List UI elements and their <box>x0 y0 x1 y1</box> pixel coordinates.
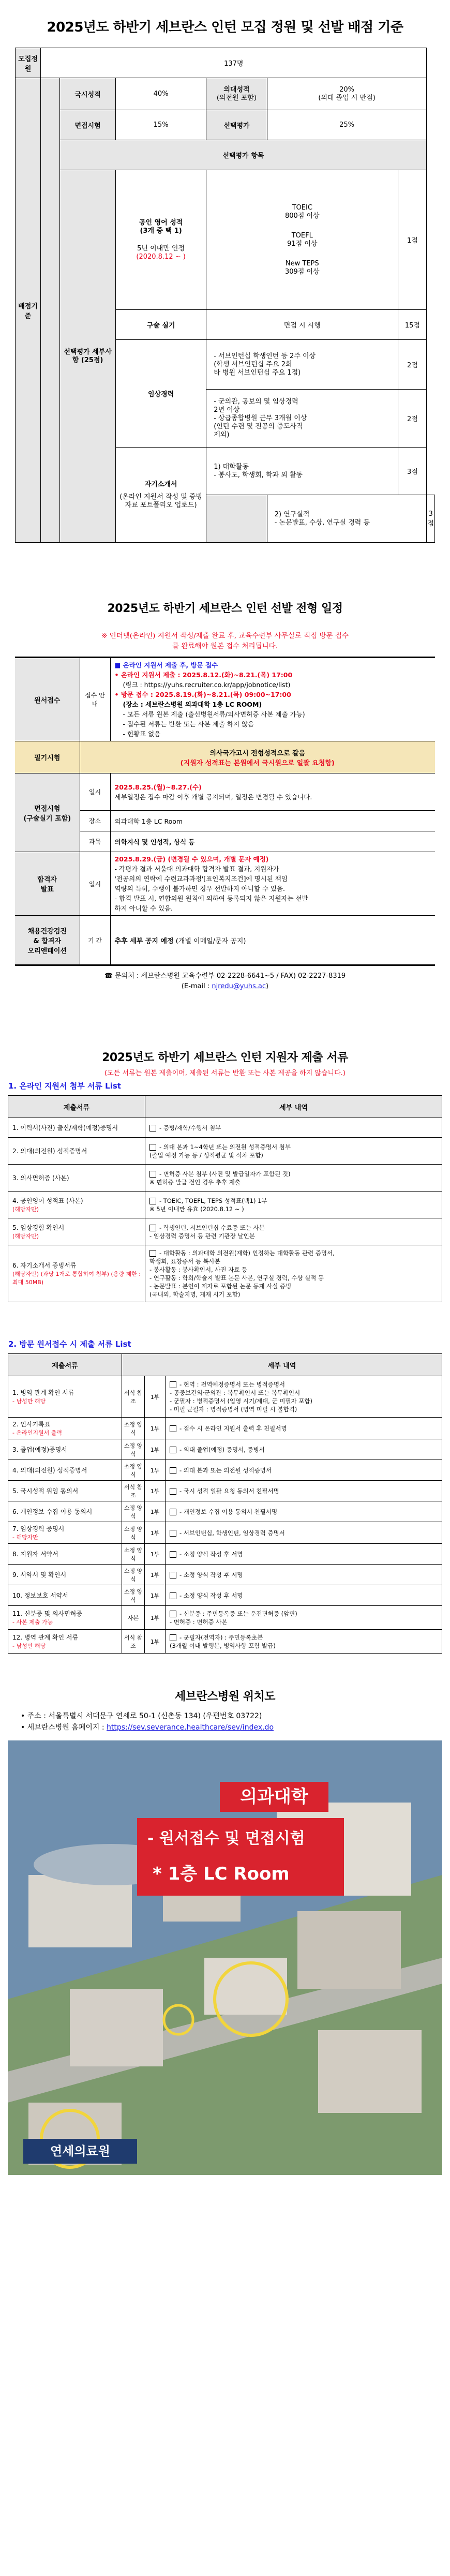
clinical-label: 임상경력 <box>116 340 206 448</box>
clinical-points-2: 2점 <box>398 390 427 448</box>
self-item-1: 1) 대학활동 - 봉사도, 학생회, 학과 외 활동 <box>206 448 398 495</box>
visit-doc-detail: - 소정 양식 작성 후 서명 <box>166 1544 442 1565</box>
checkbox-icon <box>170 1447 176 1453</box>
online-doc-detail: - 면허증 사본 첨부 (사진 및 발급일자가 포함된 것) ※ 면허증 발급 전인 경우 추후 제출 <box>145 1165 442 1192</box>
oral-label: 구술 실기 <box>116 310 206 340</box>
checkbox-icon <box>170 1592 176 1599</box>
clinical-points-1: 2점 <box>398 340 427 390</box>
visit-doc-name: 8. 지원자 서약서 <box>8 1544 122 1565</box>
table-row <box>8 1218 442 1245</box>
visit-doc-qty: 1부 <box>145 1544 166 1565</box>
self-item-2: 2) 연구실적 - 논문발표, 수상, 연구실 경력 등 <box>267 495 427 543</box>
domestic-label: 국시성적 <box>60 78 116 110</box>
interview-sched-label: 면접시험 (구술실기 포함) <box>15 773 80 852</box>
interview-value: 15% <box>116 110 206 140</box>
written-detail: 의사국가고시 전형성적으로 갈음 (지원자 성적표는 본원에서 국시원으로 일괄 요청함) <box>80 741 435 773</box>
visit-doc-name: 4. 의대(의전원) 성적증명서 <box>8 1460 122 1481</box>
online-col-detail: 세부 내역 <box>145 1096 442 1118</box>
visit-doc-type: 소정 양식 <box>122 1439 145 1460</box>
visit-doc-qty: 1부 <box>145 1522 166 1544</box>
english-tests: TOEIC 800점 이상 TOEFL 91점 이상 New TEPS 309점 이상 <box>206 170 398 310</box>
visit-doc-detail: - 소정 양식 작성 후 서명 <box>166 1565 442 1585</box>
health-label: 채용건강검진 & 합격자 오리엔테이션 <box>15 916 80 965</box>
visit-doc-type: 서식 참조 <box>122 1630 145 1654</box>
map-label-box: - 원서접수 및 면접시험 * 1층 LC Room <box>137 1818 344 1896</box>
checkbox-icon <box>149 1144 156 1151</box>
online-col-docs: 제출서류 <box>8 1096 145 1118</box>
visit-doc-name: 7. 임상경력 증명서 - 해당자만 <box>8 1522 122 1544</box>
docs-notice: (모든 서류는 원본 제출이며, 제출된 서류는 반환 또는 사본 제공을 하지 않습니다.) <box>104 1069 346 1077</box>
table-row <box>8 1460 442 1481</box>
self-points-2: 3점 <box>427 495 435 543</box>
visit-doc-name: 11. 신분증 및 의사면허증 - 사본 제출 가능 <box>8 1606 122 1630</box>
visit-doc-qty: 1부 <box>145 1418 166 1439</box>
table-row <box>8 1245 442 1302</box>
table-row <box>8 1481 442 1501</box>
visit-doc-name: 3. 졸업(예정)증명서 <box>8 1439 122 1460</box>
self-label: 자기소개서 (온라인 지원서 작성 및 증빙자료 포트폴리오 업로드) <box>116 448 206 543</box>
table-row <box>8 1544 442 1565</box>
visit-col-detail: 세부 내역 <box>122 1354 442 1376</box>
health-detail: 추후 세부 공지 예정 (개별 이메일/문자 공지) <box>110 916 435 965</box>
apply-sub: 접수 안내 <box>80 658 110 741</box>
visit-doc-detail: - 현역 : 전역예정증명서 또는 병적증명서 - 공중보건의·군의관 : 복무확인서 또는 복무확인서 - 군필자 : 병적증명서 (입영 시기/제대, 군 미필자 포함) - 미필 군필자 : 병적증명서 (병역 미필 시 불합격) <box>166 1376 442 1418</box>
visit-doc-type: 소정 양식 <box>122 1522 145 1544</box>
table-row <box>8 1630 442 1654</box>
schedule-notice: ※ 인터넷(온라인) 지원서 작성/제출 완료 후, 교육수련부 사무실로 직접 방문 접수 를 완료해야 원본 접수 처리됩니다. <box>101 632 349 650</box>
contact-info: ☎ 문의처 : 세브란스병원 교육수련부 02-2228-6641~5 / FAX) 02-2227-8319 (E-mail : njredu@yuhs.ac) <box>104 972 346 990</box>
online-doc-detail: - 학생인턴, 서브인턴십 수료증 또는 사본 - 임상경력 증명서 등 관련 기관장 날인본 <box>145 1218 442 1245</box>
visit-doc-detail: - 개인정보 수집 이용 동의서 친필서명 <box>166 1501 442 1522</box>
visit-doc-name: 5. 국시성적 위임 동의서 <box>8 1481 122 1501</box>
apply-detail: ■ 온라인 지원서 제출 후, 방문 접수 • 온라인 지원서 제출 : 2025.8.12.(화)~8.21.(목) 17:00 (링크 : https://yuhs.recruiter.co.kr/app/jobnotice/list) • 방문 접수 : 2025.8.19.(화)~8.21.(목) 09:00~17:00 (장소 : 세브란스병원 의과대학 1층 LC ROOM) - 모든 서류 원본 제출 (출신병원서류/의사면허증 사본 제출 가능) - 접수된 서류는 반환 또는 사본 제출 하지 않음 - 현황표 없음 <box>110 658 435 741</box>
visit-doc-name: 2. 인사기록표 - 온라인지원서 출력 <box>8 1418 122 1439</box>
visit-doc-detail: - 군필자(전역자) : 주민등록초본 (3개월 이내 발행본, 병역사항 포함 발급) <box>166 1630 442 1654</box>
visit-doc-name: 9. 서약서 및 확인서 <box>8 1565 122 1585</box>
medschool-value: 20% (의대 졸업 시 만점) <box>267 78 427 110</box>
interview-label: 면접시험 <box>60 110 116 140</box>
visit-doc-type: 소정 양식 <box>122 1565 145 1585</box>
english-label: 공인 영어 성적 (3개 중 택 1) 5년 이내만 인정 (2020.8.12 ~ ) <box>116 170 206 310</box>
section1-title: 2025년도 하반기 세브란스 인턴 모집 정원 및 선발 배점 기준 <box>47 20 403 35</box>
checkbox-icon <box>170 1634 176 1641</box>
visit-doc-detail: - 서브인턴십, 학생인턴, 임상경력 증명서 <box>166 1522 442 1544</box>
visit-doc-type: 소정 양식 <box>122 1544 145 1565</box>
checkbox-icon <box>170 1551 176 1558</box>
visit-doc-type: 서식 참조 <box>122 1376 145 1418</box>
visit-doc-qty: 1부 <box>145 1585 166 1606</box>
visit-doc-name: 10. 정보보호 서약서 <box>8 1585 122 1606</box>
schedule-table <box>15 657 435 966</box>
checkbox-icon <box>149 1250 156 1257</box>
online-doc-name: 1. 이력서(사진) 출신/재학(예정)증명서 <box>8 1118 145 1138</box>
visit-doc-detail: - 의대 본과 또는 의전원 성적증명서 <box>166 1460 442 1481</box>
online-doc-name: 3. 의사면허증 (사본) <box>8 1165 145 1192</box>
interview-date-label: 일시 <box>80 773 110 811</box>
visit-docs-table <box>8 1353 442 1654</box>
visit-doc-detail: - 의대 졸업(예정) 증명서, 증빙서 <box>166 1439 442 1460</box>
campus-map <box>8 1740 442 2175</box>
checkbox-icon <box>170 1509 176 1515</box>
visit-doc-name: 12. 병역 관계 확인 서류 - 남성만 해당 <box>8 1630 122 1654</box>
checkbox-icon <box>170 1611 176 1617</box>
online-doc-detail: - TOEIC, TOEFL, TEPS 성적표(택1) 1부 ※ 5년 이내만 유효 (2020.8.12 ~ ) <box>145 1192 442 1218</box>
table-row <box>8 1418 442 1439</box>
visit-doc-type: 서식 참조 <box>122 1481 145 1501</box>
map-label-college: 의과대학 <box>220 1782 328 1812</box>
visit-doc-type: 소정 양식 <box>122 1585 145 1606</box>
visit-doc-qty: 1부 <box>145 1630 166 1654</box>
clinical-detail-2: - 군의관, 공보의 및 임상경력 2년 이상 - 상급종합병원 근무 3개월 이상 (인턴 수련 및 전공의 중도사직 제외) <box>206 390 398 448</box>
criteria-label: 배점기준 <box>16 78 41 543</box>
visit-col-docs: 제출서류 <box>8 1354 122 1376</box>
online-doc-detail: - 대학활동 : 의과대학 의전원(재학) 인정하는 대학활동 관련 증명서, 학생회, 표창증서 등 복사본 - 봉사활동 : 봉사확인서, 사진 자료 등 - 연구활동 : 학회/학술지 발표 논문 사본, 연구실 경력, 수상 실적 등 - 논문발표 : 본인이 저자로 포함된 논문 등재 사실 증빙 (국내외, 학술지명, 게재 시기 포함) <box>145 1245 442 1302</box>
checkbox-icon <box>170 1488 176 1495</box>
visit-doc-name: 1. 병역 관계 확인 서류 - 남성만 해당 <box>8 1376 122 1418</box>
table-row <box>8 1439 442 1460</box>
interview-date: 2025.8.25.(월)~8.27.(수) 세부일정은 접수 마감 이후 개별 공지되며, 일정은 변경될 수 있습니다. <box>110 773 435 811</box>
checkbox-icon <box>170 1381 176 1388</box>
table-row <box>8 1376 442 1418</box>
medschool-label: 의대성적 (의전원 포함) <box>206 78 267 110</box>
checkbox-icon <box>149 1171 156 1178</box>
table-row <box>8 1565 442 1585</box>
address-block: • 주소 : 서울특별시 서대문구 연세로 50-1 (신촌동 134) (우편번호 03722) • 세브란스병원 홈페이지 : https://sev.severance.healthcare/sev/index.do <box>21 1710 450 1733</box>
interview-method: 의학지식 및 인성적, 상식 등 <box>110 831 435 852</box>
online-doc-detail: - 의대 본과 1~4학년 또는 의전원 성적증명서 첨부 (졸업 예정 가능 등 / 성적평균 및 석차 포함) <box>145 1138 442 1165</box>
interview-place: 의과대학 1층 LC Room <box>110 811 435 831</box>
visit-doc-qty: 1부 <box>145 1439 166 1460</box>
online-doc-name: 2. 의대(의전원) 성적증명서 <box>8 1138 145 1165</box>
result-label: 합격자 발표 <box>15 852 80 916</box>
table-row <box>8 1192 442 1218</box>
visit-doc-detail: - 신분증 : 주민등록증 또는 운전면허증 (앞면) - 면허증 : 면허증 사본 <box>166 1606 442 1630</box>
online-doc-name: 5. 임상경험 확인서 (해당자만) <box>8 1218 145 1245</box>
interview-method-label: 과목 <box>80 831 110 852</box>
table-row <box>8 1585 442 1606</box>
table-row <box>8 1606 442 1630</box>
quota-label: 모집정원 <box>16 48 41 78</box>
online-docs-title: 1. 온라인 지원서 첨부 서류 List <box>8 1081 121 1091</box>
select-group-label: 선택평가 세부사항 (25점) <box>60 170 116 543</box>
quota-value: 137명 <box>41 48 427 78</box>
visit-doc-qty: 1부 <box>145 1481 166 1501</box>
address-line: • 주소 : 서울특별시 서대문구 연세로 50-1 (신촌동 134) (우편번호 03722) <box>21 1712 262 1720</box>
table-row <box>8 1522 442 1544</box>
select-label: 선택평가 <box>206 110 267 140</box>
online-doc-detail: - 증빙/재학/수행서 첨부 <box>145 1118 442 1138</box>
result-detail: 2025.8.29.(금) (변경될 수 있으며, 개별 문자 예정) - 각평가 결과 서울대 의과대학 합격자 발표 결과, 지원자가 '전공의의 연락에 수련교과과정'[표인복지조건]에 명시된 책임 역량의 특히, 수행이 불가하면 경우 선발하지 아니할 수 있음. - 합격 발표 시, 연합의원 원칙에 의하여 등록되지 않은 지원자는 선발 하지 아니할 수 있음. <box>110 852 435 916</box>
visit-doc-qty: 1부 <box>145 1606 166 1630</box>
checkbox-icon <box>170 1530 176 1537</box>
visit-doc-detail: - 소정 양식 작성 후 서명 <box>166 1585 442 1606</box>
visit-doc-qty: 1부 <box>145 1501 166 1522</box>
visit-doc-qty: 1부 <box>145 1376 166 1418</box>
apply-label: 원서접수 <box>15 658 80 741</box>
clinical-detail-1: - 서브인턴십 학생인턴 등 2주 이상 (학생 서브인턴십 주요 2회 타 병원 서브인턴십 주요 1점) <box>206 340 398 390</box>
checkbox-icon <box>149 1125 156 1131</box>
online-doc-name: 6. 자기소개서 증빙서류 (해당자만) (과당 1개로 통합하여 첨부) (용량 제한 : 최대 50MB) <box>8 1245 145 1302</box>
table-row <box>8 1165 442 1192</box>
map-label-medical: 연세의료원 <box>23 2139 137 2164</box>
visit-doc-name: 6. 개인정보 수집 이용 동의서 <box>8 1501 122 1522</box>
checkbox-icon <box>170 1572 176 1579</box>
oral-points: 15점 <box>398 310 427 340</box>
checkbox-icon <box>149 1198 156 1204</box>
quota-table <box>15 48 435 543</box>
domestic-value: 40% <box>116 78 206 110</box>
self-points-1: 3점 <box>398 448 427 495</box>
health-sub: 기 간 <box>80 916 110 965</box>
section3-title: 2025년도 하반기 세브란스 인턴 지원자 제출 서류 <box>102 1051 348 1064</box>
checkbox-icon <box>149 1225 156 1231</box>
visit-doc-qty: 1부 <box>145 1460 166 1481</box>
select-value: 25% <box>267 110 427 140</box>
visit-docs-title: 2. 방문 원서접수 시 제출 서류 List <box>8 1339 131 1349</box>
online-doc-name: 4. 공인영어 성적표 (사본) (해당자만) <box>8 1192 145 1218</box>
select-header: 선택평가 항목 <box>60 140 427 170</box>
section2-title: 2025년도 하반기 세브란스 인턴 선발 전형 일정 <box>107 602 343 615</box>
table-row <box>8 1501 442 1522</box>
section4-title: 세브란스병원 위치도 <box>175 1690 275 1703</box>
checkbox-icon <box>170 1425 176 1432</box>
english-points: 1점 <box>398 170 427 310</box>
visit-doc-type: 사본 <box>122 1606 145 1630</box>
table-row <box>8 1138 442 1165</box>
visit-doc-type: 소정 양식 <box>122 1418 145 1439</box>
result-date-label: 일시 <box>80 852 110 916</box>
visit-doc-detail: - 접수 시 온라인 지원서 출력 후 친필서명 <box>166 1418 442 1439</box>
visit-doc-detail: - 국시 성적 일괄 요청 동의서 친필서명 <box>166 1481 442 1501</box>
checkbox-icon <box>170 1467 176 1474</box>
homepage-link[interactable]: https://sev.severance.healthcare/sev/index.do <box>107 1723 274 1732</box>
oral-detail: 면접 시 시행 <box>206 310 398 340</box>
visit-doc-type: 소정 양식 <box>122 1460 145 1481</box>
online-docs-table <box>8 1095 442 1302</box>
visit-doc-type: 소정 양식 <box>122 1501 145 1522</box>
written-label: 필기시험 <box>15 741 80 773</box>
contact-email-link[interactable]: njredu@yuhs.ac <box>212 982 266 990</box>
table-row <box>8 1118 442 1138</box>
interview-place-label: 장소 <box>80 811 110 831</box>
visit-doc-qty: 1부 <box>145 1565 166 1585</box>
